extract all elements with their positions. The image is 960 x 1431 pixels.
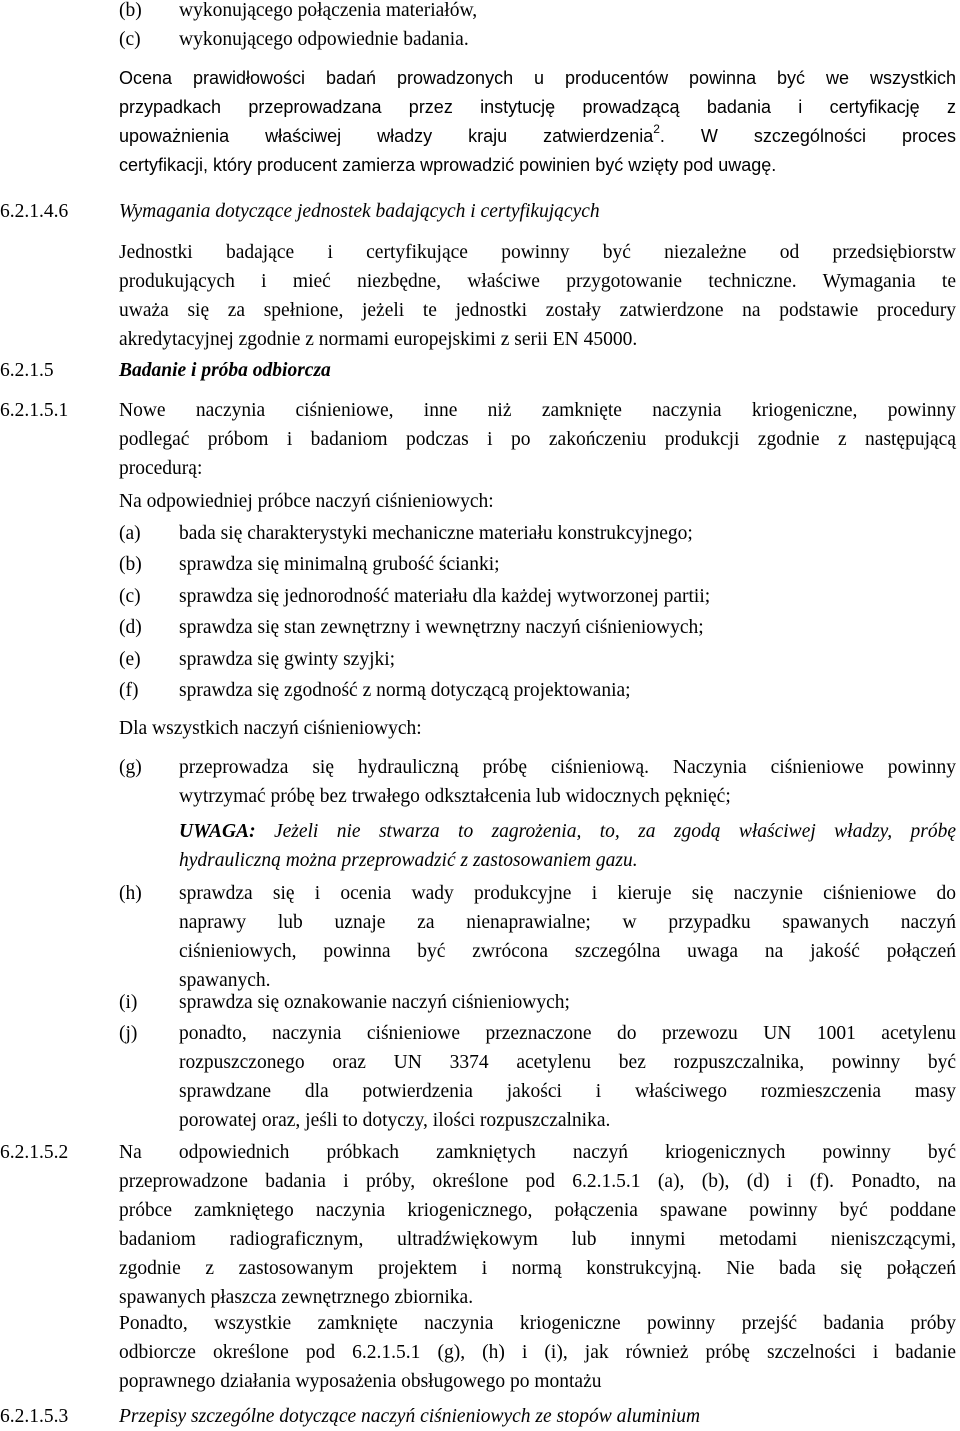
list-item — [0, 550, 960, 579]
footnote-mark: 2 — [653, 122, 660, 136]
paragraph-line: przeprowadzone badania i próby, określone pod 6.2.1.5.1 (a), (b), (d) i (f). Ponadto, na — [119, 1171, 956, 1192]
item-letter: (h) — [119, 883, 142, 904]
section-paragraph — [119, 1138, 956, 1312]
paragraph-line: akredytacyjnej zgodnie z normami europejskimi z serii EN 45000. — [119, 329, 638, 350]
item-letter: (c) — [119, 29, 141, 50]
list-item — [0, 582, 960, 611]
item-letter: (i) — [119, 992, 138, 1013]
paragraph-line: spawanych płaszcza zewnętrznego zbiornika. — [119, 1287, 474, 1308]
paragraph-line: procedurą: — [119, 458, 203, 479]
section-paragraph — [119, 1309, 956, 1396]
paragraph-line: hydrauliczną można przeprowadzić z zastosowaniem gazu. — [179, 850, 638, 871]
list-item — [0, 25, 960, 54]
intro-paragraph — [119, 64, 956, 180]
note-text: Jeżeli nie stwarza to zagrożenia, to, za zgodą właściwej władzy, próbę — [273, 821, 956, 842]
item-letter: (d) — [119, 617, 142, 638]
item-text — [179, 879, 956, 995]
section-number: 6.2.1.5.1 — [0, 400, 69, 421]
item-text: sprawdza się jednorodność materiału dla każdej wytworzonej partii; — [179, 586, 711, 607]
section-number: 6.2.1.4.6 — [0, 201, 69, 222]
paragraph-line: porowatej oraz, jeśli to dotyczy, ilości rozpuszczalnika. — [179, 1110, 611, 1131]
list-heading: Dla wszystkich naczyń ciśnieniowych: — [119, 718, 422, 739]
item-letter: (g) — [119, 757, 142, 778]
item-letter: (a) — [119, 523, 141, 544]
item-text — [179, 1019, 956, 1135]
paragraph-line: ciśnieniowych, powinna być zwrócona szczególna uwaga na jakość połączeń — [179, 941, 956, 962]
paragraph-line: podlegać próbom i badaniom podczas i po zakończeniu produkcji zgodnie z następującą — [119, 429, 956, 450]
paragraph-text: upoważnienia właściwej władzy kraju zatwierdzenia — [119, 126, 654, 146]
list-item — [0, 519, 960, 548]
section-title: Przepisy szczególne dotyczące naczyń ciśnieniowych ze stopów aluminium — [119, 1406, 701, 1427]
item-text: bada się charakterystyki mechaniczne materiału konstrukcyjnego; — [179, 523, 693, 544]
item-text — [179, 753, 956, 811]
paragraph-line: Na odpowiednich próbkach zamkniętych naczyń kriogenicznych powinny być — [119, 1142, 956, 1163]
item-text: sprawdza się stan zewnętrzny i wewnętrzny naczyń ciśnieniowych; — [179, 617, 704, 638]
paragraph-line: poprawnego działania wyposażenia obsługowego po montażu — [119, 1371, 602, 1392]
item-text: wykonującego połączenia materiałów, — [179, 0, 478, 21]
paragraph-line: wytrzymać próbę bez trwałego odkształcenia lub widocznych pęknięć; — [179, 786, 731, 807]
paragraph-line: spawanych. — [179, 970, 271, 991]
paragraph-line: naprawy lub uznaje za nienaprawialne; w przypadku spawanych naczyń — [179, 912, 956, 933]
item-letter: (c) — [119, 586, 141, 607]
item-text: sprawdza się minimalną grubość ścianki; — [179, 554, 500, 575]
list-heading: Na odpowiedniej próbce naczyń ciśnieniowych: — [119, 491, 494, 512]
paragraph-line: próbce zamkniętego naczynia kriogenicznego, połączenia spawane powinny być poddane — [119, 1200, 956, 1221]
note-block — [179, 817, 956, 875]
paragraph-text: . W szczególności proces — [659, 126, 956, 146]
item-letter: (f) — [119, 680, 139, 701]
note-label: UWAGA: — [179, 821, 256, 842]
item-letter: (j) — [119, 1023, 138, 1044]
paragraph-line: zgodnie z zastosowanym projektem i normą konstrukcyjną. Nie bada się połączeń — [119, 1258, 956, 1279]
item-text: sprawdza się gwinty szyjki; — [179, 649, 396, 670]
list-item — [0, 645, 960, 674]
item-letter: (b) — [119, 554, 142, 575]
paragraph-line: uważa się za spełnione, jeżeli te jednostki zostały zatwierdzone na podstawie procedury — [119, 300, 956, 321]
item-text: sprawdza się zgodność z normą dotyczącą projektowania; — [179, 680, 631, 701]
paragraph-line: produkujących i mieć niezbędne, właściwe przygotowanie techniczne. Wymagania te — [119, 271, 956, 292]
paragraph-line: Jednostki badające i certyfikujące powinny być niezależne od przedsiębiorstw — [119, 242, 956, 263]
item-letter: (b) — [119, 0, 142, 21]
section-title: Badanie i próba odbiorcza — [119, 360, 331, 381]
paragraph-line: certyfikacji, który producent zamierza wprowadzić powinien być wzięty pod uwagę. — [119, 155, 777, 175]
section-number: 6.2.1.5.3 — [0, 1406, 69, 1427]
section-title: Wymagania dotyczące jednostek badających i certyfikujących — [119, 201, 600, 222]
list-item — [0, 0, 960, 25]
paragraph-line: badaniom radiograficznym, ultradźwiękowym lub innymi metodami nieniszczącymi, — [119, 1229, 956, 1250]
paragraph-line: ponadto, naczynia ciśnieniowe przeznaczone do przewozu UN 1001 acetylenu — [179, 1023, 956, 1044]
item-letter: (e) — [119, 649, 141, 670]
item-text: wykonującego odpowiednie badania. — [179, 29, 469, 50]
list-item — [0, 676, 960, 705]
paragraph-line: sprawdza się i ocenia wady produkcyjne i kieruje się naczynie ciśnieniowe do — [179, 883, 956, 904]
paragraph-line: sprawdzane dla potwierdzenia jakości i właściwego rozmieszczenia masy — [179, 1081, 956, 1102]
paragraph-line: przeprowadza się hydrauliczną próbę ciśnieniową. Naczynia ciśnieniowe powinny — [179, 757, 956, 778]
paragraph-line — [179, 817, 956, 846]
paragraph-line: przypadkach przeprowadzana przez instytucję prowadzącą badania i certyfikację z — [119, 97, 956, 117]
list-item — [0, 988, 960, 1017]
section-number: 6.2.1.5.2 — [0, 1142, 69, 1163]
section-paragraph — [119, 396, 956, 483]
paragraph-line: Nowe naczynia ciśnieniowe, inne niż zamknięte naczynia kriogeniczne, powinny — [119, 400, 956, 421]
paragraph-line: odbiorcze określone pod 6.2.1.5.1 (g), (h) i (i), jak również próbę szczelności i badanie — [119, 1342, 956, 1363]
item-text: sprawdza się oznakowanie naczyń ciśnieniowych; — [179, 992, 570, 1013]
paragraph-line: rozpuszczonego oraz UN 3374 acetylenu bez rozpuszczalnika, powinny być — [179, 1052, 956, 1073]
paragraph-line-with-footnote — [119, 122, 956, 151]
paragraph-line: Ocena prawidłowości badań prowadzonych u producentów powinna być we wszystkich — [119, 68, 956, 88]
section-paragraph — [119, 238, 956, 354]
list-item — [0, 613, 960, 642]
section-number: 6.2.1.5 — [0, 360, 54, 381]
paragraph-line: Ponadto, wszystkie zamknięte naczynia kriogeniczne powinny przejść badania próby — [119, 1313, 956, 1334]
